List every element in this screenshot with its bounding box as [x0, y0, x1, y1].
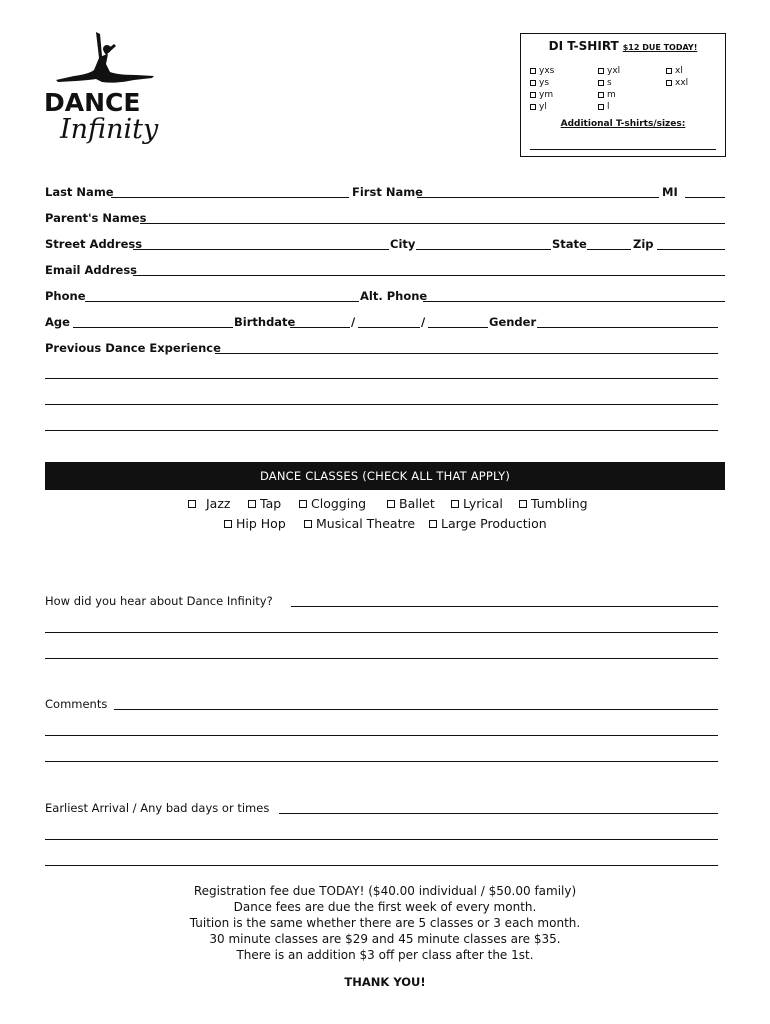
heard-line[interactable] [45, 620, 718, 633]
size-option-xxl[interactable] [666, 78, 688, 88]
class-option-hip-hop[interactable] [224, 516, 286, 531]
age-label: Age [45, 315, 70, 329]
age-row [45, 315, 725, 331]
checkbox-icon[interactable] [224, 520, 232, 528]
state-field[interactable] [587, 237, 631, 250]
zip-field[interactable] [657, 237, 725, 250]
comments-line[interactable] [45, 749, 718, 762]
checkbox-icon[interactable] [666, 80, 672, 86]
size-option-yxs[interactable] [530, 66, 554, 76]
checkbox-icon[interactable] [598, 68, 604, 74]
email-row [45, 263, 725, 279]
date-slash: / [421, 315, 426, 329]
class-option-large-production[interactable] [429, 516, 547, 531]
parents-field[interactable] [140, 211, 725, 224]
dance-classes-header: DANCE CLASSES (CHECK ALL THAT APPLY) [45, 462, 725, 490]
heard-label: How did you hear about Dance Infinity? [45, 594, 273, 608]
size-option-ys[interactable] [530, 78, 549, 88]
additional-tshirts-label: Additional T-shirts/sizes: [560, 119, 686, 129]
address-row [45, 237, 725, 253]
class-label: Musical Theatre [316, 516, 416, 531]
arrival-line[interactable] [45, 853, 718, 866]
size-label: l [607, 102, 610, 112]
city-label: City [390, 237, 416, 251]
size-label: s [607, 78, 612, 88]
checkbox-icon[interactable] [530, 68, 536, 74]
experience-field[interactable] [215, 341, 718, 354]
gender-field[interactable] [537, 315, 718, 328]
checkbox-icon[interactable] [598, 104, 604, 110]
additional-tshirts-field[interactable] [530, 149, 716, 150]
size-label: m [607, 90, 616, 100]
discount-note: There is an addition $3 off per class after the 1st. [236, 948, 534, 962]
size-label: yxs [539, 66, 555, 76]
size-option-xl[interactable] [666, 66, 683, 76]
size-label: yl [539, 102, 547, 112]
comments-field[interactable] [114, 697, 718, 710]
monthly-fee-note: Dance fees are due the first week of every month. [233, 900, 537, 914]
checkbox-icon[interactable] [429, 520, 437, 528]
checkbox-icon[interactable] [530, 104, 536, 110]
checkbox-icon[interactable] [598, 92, 604, 98]
alt-phone-field[interactable] [423, 289, 725, 302]
experience-row [45, 341, 725, 357]
class-label: Clogging [311, 496, 367, 511]
tshirt-order-box [520, 33, 726, 157]
first-name-label: First Name [352, 185, 423, 199]
arrival-label: Earliest Arrival / Any bad days or times [45, 801, 270, 815]
tshirt-title-text: DI T-SHIRT [548, 39, 619, 53]
class-option-jazz[interactable] [188, 496, 230, 511]
name-row [45, 185, 725, 201]
size-label: xxl [675, 78, 689, 88]
date-slash: / [351, 315, 356, 329]
class-option-lyrical[interactable] [451, 496, 503, 511]
class-price-note: 30 minute classes are $29 and 45 minute classes are $35. [209, 932, 561, 946]
last-name-label: Last Name [45, 185, 114, 199]
size-option-ym[interactable] [530, 90, 553, 100]
size-label: yxl [607, 66, 621, 76]
city-field[interactable] [416, 237, 551, 250]
mi-label: MI [662, 185, 678, 199]
phone-label: Phone [45, 289, 86, 303]
checkbox-icon[interactable] [299, 500, 307, 508]
comments-line[interactable] [45, 723, 718, 736]
mi-field[interactable] [685, 185, 725, 198]
size-label: ym [539, 90, 554, 100]
class-label: Tumbling [531, 496, 588, 511]
checkbox-icon[interactable] [530, 80, 536, 86]
age-field[interactable] [73, 315, 233, 328]
arrival-row [45, 801, 725, 817]
phone-row [45, 289, 725, 305]
gender-label: Gender [489, 315, 537, 329]
size-label: ys [539, 78, 550, 88]
birth-year-field[interactable] [428, 315, 488, 328]
birthdate-label: Birthdate [234, 315, 296, 329]
birth-month-field[interactable] [290, 315, 350, 328]
checkbox-icon[interactable] [451, 500, 459, 508]
class-option-tap[interactable] [248, 496, 281, 511]
comments-row [45, 697, 725, 713]
class-label: Large Production [441, 516, 547, 531]
class-label: Hip Hop [236, 516, 286, 531]
street-label: Street Address [45, 237, 143, 251]
heard-row [45, 594, 725, 610]
checkbox-icon[interactable] [666, 68, 672, 74]
class-option-clogging[interactable] [299, 496, 366, 511]
class-label: Tap [260, 496, 282, 511]
tshirt-due: $12 DUE TODAY! [622, 43, 698, 52]
registration-fee-note: Registration fee due TODAY! ($40.00 individual / $50.00 family) [193, 884, 577, 898]
logo-infinity-text: Infinity [60, 114, 159, 145]
heard-line[interactable] [45, 646, 718, 659]
checkbox-icon[interactable] [530, 92, 536, 98]
class-label: Jazz [206, 496, 231, 511]
size-option-yxl[interactable] [598, 66, 620, 76]
zip-label: Zip [633, 237, 654, 251]
size-option-l[interactable] [598, 102, 610, 112]
checkbox-icon[interactable] [188, 500, 196, 508]
email-field[interactable] [133, 263, 725, 276]
size-option-m[interactable] [598, 90, 616, 100]
class-label: Lyrical [463, 496, 503, 511]
checkbox-icon[interactable] [598, 80, 604, 86]
experience-line[interactable] [45, 366, 718, 379]
birth-day-field[interactable] [358, 315, 420, 328]
class-option-musical-theatre[interactable] [304, 516, 415, 531]
class-option-ballet[interactable] [387, 496, 435, 511]
last-name-field[interactable] [111, 185, 349, 198]
class-option-tumbling[interactable] [519, 496, 588, 511]
phone-field[interactable] [85, 289, 359, 302]
arrival-field[interactable] [279, 801, 718, 814]
arrival-line[interactable] [45, 827, 718, 840]
email-label: Email Address [45, 263, 138, 277]
alt-phone-label: Alt. Phone [360, 289, 428, 303]
street-field[interactable] [133, 237, 389, 250]
size-label: xl [675, 66, 683, 76]
comments-label: Comments [45, 697, 108, 711]
logo-dance-text: DANCE [44, 88, 141, 117]
tshirt-title [521, 39, 725, 53]
experience-line[interactable] [45, 392, 718, 405]
dance-infinity-logo [44, 30, 174, 170]
size-option-yl[interactable] [530, 102, 547, 112]
state-label: State [552, 237, 587, 251]
first-name-field[interactable] [417, 185, 659, 198]
tuition-note: Tuition is the same whether there are 5 classes or 3 each month. [189, 916, 581, 930]
class-label: Ballet [399, 496, 435, 511]
checkbox-icon[interactable] [519, 500, 527, 508]
experience-label: Previous Dance Experience [45, 341, 221, 355]
heard-field[interactable] [291, 594, 718, 607]
parents-row [45, 211, 725, 227]
checkbox-icon[interactable] [248, 500, 256, 508]
size-option-s[interactable] [598, 78, 612, 88]
checkbox-icon[interactable] [304, 520, 312, 528]
thank-you-text: THANK YOU! [344, 975, 426, 989]
parents-label: Parent's Names [45, 211, 147, 225]
experience-line[interactable] [45, 418, 718, 431]
checkbox-icon[interactable] [387, 500, 395, 508]
